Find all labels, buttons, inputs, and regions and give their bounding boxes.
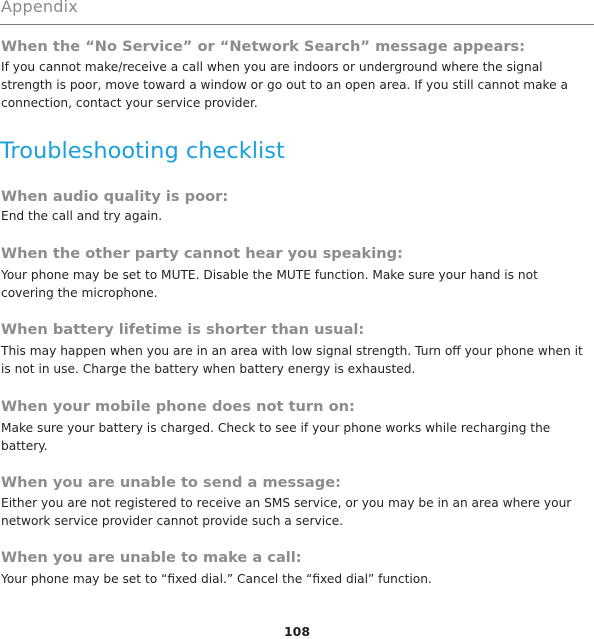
item-question-audio-quality: When audio quality is poor: [1, 188, 229, 205]
page-header [0, 0, 594, 25]
item-answer-cannot-hear: Your phone may be set to MUTE. Disable the MUTE function. Make sure your hand is not covering the microphone. [1, 268, 538, 300]
item-question-cannot-hear: When the other party cannot hear you speaking: [1, 245, 403, 262]
item-answer-audio-quality: End the call and try again. [1, 209, 163, 223]
intro-answer: If you cannot make/receive a call when you are indoors or underground where the signal strength is poor, move toward a window or go out to an open area. If you still cannot make a connection, contact your service provider. [1, 60, 569, 110]
item-question-make-call: When you are unable to make a call: [1, 549, 302, 566]
item-question-no-power: When your mobile phone does not turn on: [1, 398, 355, 415]
item-answer-send-message: Either you are not registered to receive an SMS service, or you may be in an area where your network service provider cannot provide such a service. [1, 496, 572, 528]
page-number: 108 [283, 624, 311, 639]
item-question-battery-lifetime: When battery lifetime is shorter than usual: [1, 321, 365, 338]
item-answer-make-call: Your phone may be set to “fixed dial.” Cancel the “fixed dial” function. [1, 572, 432, 586]
item-answer-battery-lifetime: This may happen when you are in an area with low signal strength. Turn off your phone when it is not in use. Charge the battery when battery energy is exhausted. [1, 344, 583, 376]
item-answer-no-power: Make sure your battery is charged. Check to see if your phone works while recharging the battery. [1, 421, 551, 453]
intro-question: When the “No Service” or “Network Search” message appears: [1, 38, 526, 55]
section-title: Troubleshooting checklist [0, 138, 285, 164]
header-title: Appendix [1, 0, 78, 16]
item-question-send-message: When you are unable to send a message: [1, 474, 341, 491]
